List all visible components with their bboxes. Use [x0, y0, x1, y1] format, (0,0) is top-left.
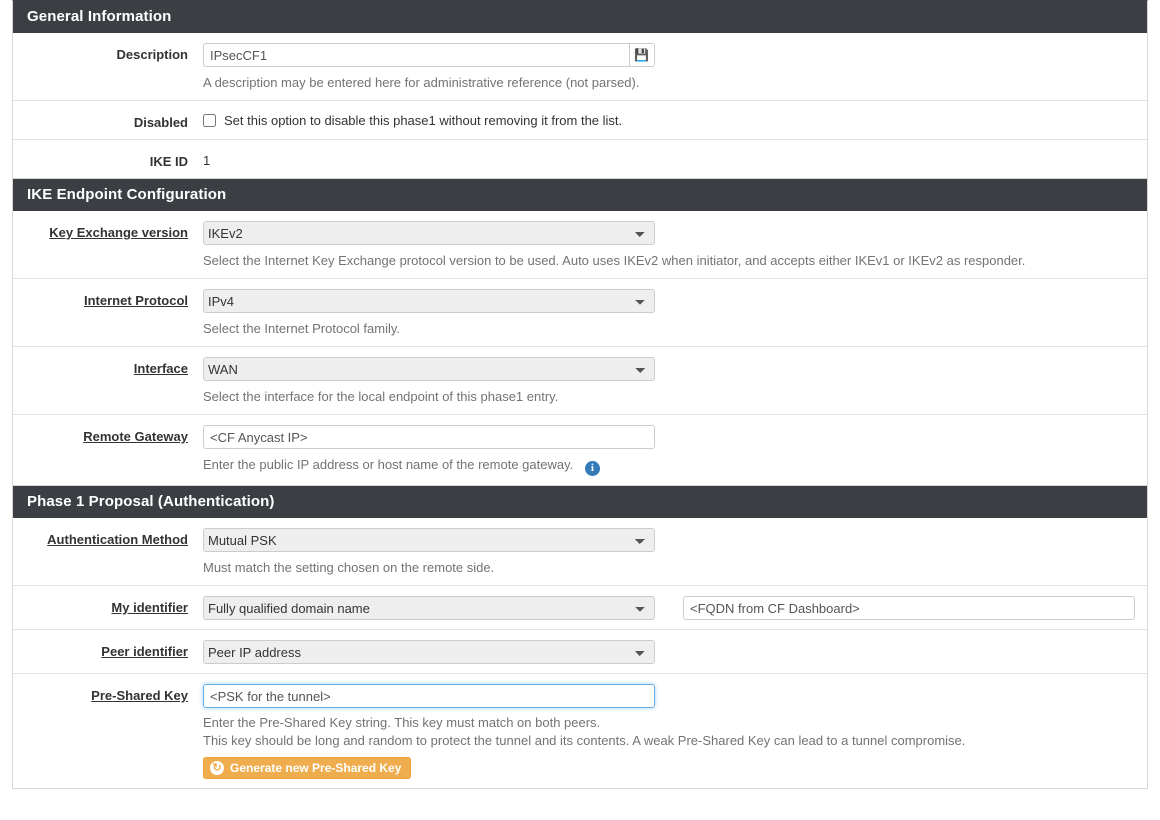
row-pre-shared-key [13, 674, 1147, 788]
row-internet-protocol [13, 279, 1147, 347]
label-my-identifier: My identifier [111, 600, 188, 615]
label-key-exchange-version: Key Exchange version [49, 225, 188, 240]
label-description: Description [116, 47, 188, 62]
label-pre-shared-key: Pre-Shared Key [91, 688, 188, 703]
help-remote-gateway [203, 456, 1131, 476]
label-ike-id: IKE ID [149, 154, 188, 169]
internet-protocol-select[interactable] [203, 289, 655, 313]
value-ike-id: 1 [203, 153, 211, 168]
remote-gateway-input[interactable] [203, 425, 655, 449]
row-ike-id [13, 140, 1147, 178]
my-identifier-value-input[interactable] [683, 596, 1135, 620]
row-key-exchange-version [13, 211, 1147, 279]
help-pre-shared-key-2: This key should be long and random to protect the tunnel and its contents. A weak Pre-Shared Key can lead to a tunnel compromise. [203, 733, 966, 748]
row-interface [13, 347, 1147, 415]
peer-identifier-type-select[interactable] [203, 640, 655, 664]
generate-new-pre-shared-key-label: Generate new Pre-Shared Key [230, 761, 402, 775]
disabled-checkbox-label: Set this option to disable this phase1 without removing it from the list. [224, 113, 623, 128]
help-internet-protocol: Select the Internet Protocol family. [203, 321, 401, 336]
panel-heading-general-information: General Information [13, 1, 1147, 33]
save-icon[interactable]: 💾 [629, 43, 655, 67]
description-input-group [203, 43, 655, 67]
panel-body-general-information [13, 33, 1147, 178]
label-authentication-method: Authentication Method [47, 532, 188, 547]
interface-select[interactable] [203, 357, 655, 381]
row-my-identifier [13, 586, 1147, 630]
row-authentication-method [13, 518, 1147, 586]
info-icon[interactable]: i [585, 461, 600, 476]
help-key-exchange-version: Select the Internet Key Exchange protocol version to be used. Auto uses IKEv2 when initiator, and accepts either IKEv1 or IKEv2 as responder. [203, 253, 1026, 268]
my-identifier-type-select[interactable] [203, 596, 655, 620]
label-peer-identifier: Peer identifier [101, 644, 188, 659]
panel-body-ike-endpoint-configuration [13, 211, 1147, 485]
description-input[interactable] [203, 43, 629, 67]
generate-new-pre-shared-key-button[interactable] [203, 757, 411, 779]
key-exchange-version-select[interactable] [203, 221, 655, 245]
help-remote-gateway-text: Enter the public IP address or host name of the remote gateway. [203, 457, 574, 472]
label-internet-protocol: Internet Protocol [83, 293, 188, 308]
recycle-icon: ↻ [210, 761, 224, 775]
panel-general-information [12, 0, 1148, 179]
row-description [13, 33, 1147, 101]
help-pre-shared-key-1: Enter the Pre-Shared Key string. This key must match on both peers. [203, 715, 601, 730]
disabled-checkbox[interactable] [203, 114, 216, 127]
row-disabled [13, 101, 1147, 140]
pre-shared-key-input[interactable] [203, 684, 655, 708]
panel-body-phase1-proposal [13, 518, 1147, 788]
help-interface: Select the interface for the local endpoint of this phase1 entry. [203, 389, 559, 404]
help-authentication-method: Must match the setting chosen on the remote side. [203, 560, 495, 575]
help-description: A description may be entered here for administrative reference (not parsed). [203, 75, 640, 90]
label-interface: Interface [133, 361, 188, 376]
panel-heading-ike-endpoint-configuration: IKE Endpoint Configuration [13, 179, 1147, 211]
row-remote-gateway [13, 415, 1147, 485]
label-disabled: Disabled [133, 115, 188, 130]
row-peer-identifier [13, 630, 1147, 674]
panel-ike-endpoint-configuration [12, 179, 1148, 486]
label-remote-gateway: Remote Gateway [83, 429, 188, 444]
authentication-method-select[interactable] [203, 528, 655, 552]
panel-heading-phase1-proposal: Phase 1 Proposal (Authentication) [13, 486, 1147, 518]
panel-phase1-proposal [12, 486, 1148, 789]
